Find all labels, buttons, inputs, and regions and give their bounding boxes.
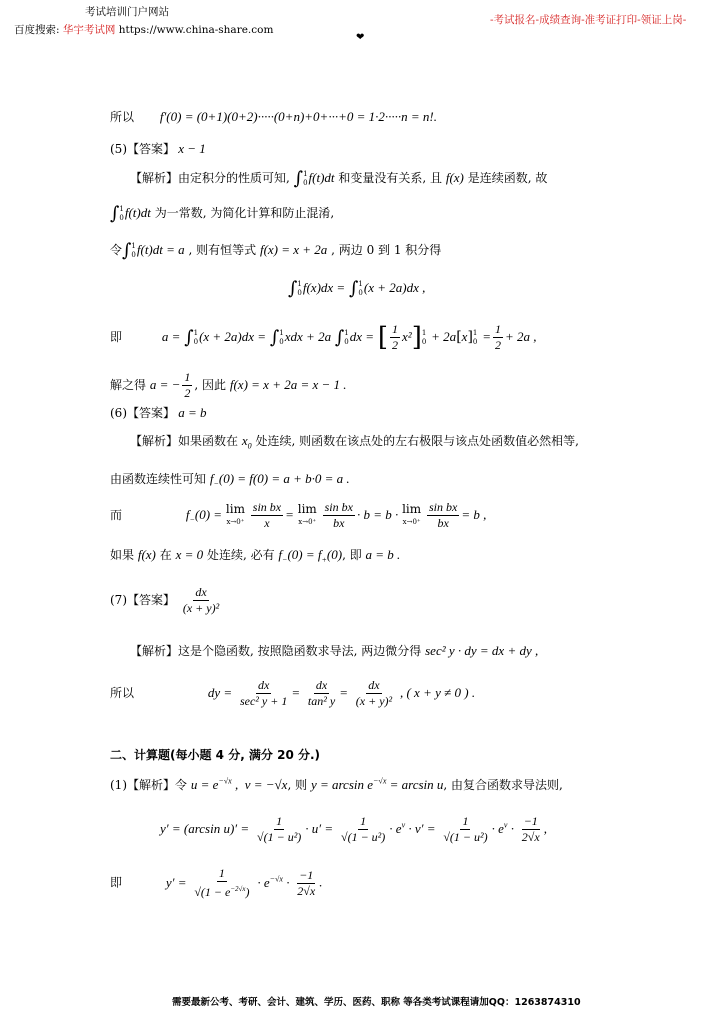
q5-analysis-2: ∫ 1 0 f(t)dt 为一常数, 为简化计算和防止混淆, bbox=[110, 203, 335, 224]
q6-analysis-2: 由函数连续性可知 $f_-(0) = f(0) = a + b\cdot 0 = a$ . bbox=[110, 471, 350, 489]
search-hint bbox=[14, 22, 273, 37]
q5-result: 解之得 a = − $\frac{1}{2}$ , 因此 f(x) = x + 2a = x − 1 . bbox=[110, 370, 347, 400]
q6-answer: (6)【答案】 a = b bbox=[110, 405, 207, 420]
c1-intro: (1)【解析】令 $u = e^{-√x}$ , v = −√x, 则 $y = \arcsin e^{-√x} = \arcsin u$, 由复合函数求导法则, bbox=[110, 776, 563, 792]
ling-label: 令 bbox=[110, 243, 123, 257]
q5-text-5: , 则有恒等式 bbox=[188, 243, 257, 257]
footer-text: 需要最新公考、考研、会计、建筑、学历、医药、职称 等各类考试课程请加QQ： bbox=[172, 997, 515, 1008]
site-title: 考试培训门户网站 bbox=[85, 6, 169, 18]
q6-text-7: , 即 bbox=[342, 548, 362, 562]
q5-integral-eq: ∫ 1 0 f(x)dx = ∫ 1 0 (x + 2a)dx , bbox=[288, 278, 426, 299]
q6-text-5: 在 bbox=[159, 548, 172, 562]
section-2-title: 二、计算题(每小题 4 分, 满分 20 分.) bbox=[110, 748, 321, 762]
site-url[interactable]: https://www.china-share.com bbox=[118, 24, 274, 36]
q5-text-2: 和变量没有关系, 且 bbox=[338, 171, 442, 185]
heart-icon: ❤ bbox=[356, 32, 365, 43]
footer-qq[interactable]: 1263874310 bbox=[514, 997, 581, 1008]
jiexi-label-6: 【解析】 bbox=[130, 434, 179, 448]
q6-limit: 而 $f_-(0)$ = lim x→0⁺ $\frac{\text{sin bx}}{x}$ = lim x→0⁺ $\frac{\text{sin bx}}{bx}$ · b = b · lim x→0⁺ $\frac{\text{sin bx}}{bx}$ = b , bbox=[110, 500, 487, 530]
q7-answer: (7)【答案】 $\frac{dx}{\text{(x + y)²}}$ bbox=[110, 585, 220, 615]
q5-analysis-3: 令∫ 1 0 f(t)dt = a , 则有恒等式 f(x) = x + 2a , 两边 0 到 1 积分得 bbox=[110, 240, 442, 261]
brand-link[interactable]: 华宇考试网 bbox=[62, 24, 116, 36]
label-jie: 解之得 bbox=[110, 378, 147, 392]
nav-cert[interactable]: -领证上岗- bbox=[637, 14, 687, 26]
q7-analysis: 【解析】这是个隐函数, 按照隐函数求导法, 两边微分得 sec² y · dy = dx + dy , bbox=[130, 643, 539, 658]
header-nav bbox=[490, 12, 686, 27]
q5-answer: (5)【答案】 x − 1 bbox=[110, 141, 206, 156]
q5-text-4: 为一常数, 为简化计算和防止混淆, bbox=[154, 206, 335, 220]
c1-text-2: , 则 bbox=[287, 778, 308, 792]
label-suoyi-2: 所以 bbox=[110, 686, 135, 700]
c1-label: (1)【解析】 bbox=[110, 778, 175, 792]
q6-label: (6)【答案】 bbox=[110, 406, 175, 420]
q5-analysis-1: 【解析】由定积分的性质可知, ∫ 1 0 f(t)dt 和变量没有关系, 且 f(x) 是连续函数, 故 bbox=[130, 168, 548, 189]
nav-links[interactable]: -考试报名-成绩查询- bbox=[490, 14, 585, 26]
label-suoyi: 所以 bbox=[110, 110, 135, 124]
nav-admission[interactable]: 准考证打印 bbox=[584, 14, 638, 26]
label-ji-2: 即 bbox=[110, 875, 123, 890]
q5-text-6: , 两边 0 到 1 积分得 bbox=[331, 243, 442, 257]
q5-text-1: 由定积分的性质可知, bbox=[178, 171, 290, 185]
q7-result: 所以 dy = dx sec² y + 1 = $\frac{dx}{\text{tan² y}}$ = $\frac{dx}{\text{(x + y)²}}$ , ( x + y ≠ 0 ) . bbox=[110, 678, 476, 708]
baidu-label: 百度搜索: bbox=[14, 24, 60, 36]
q5-text-3: 是连续函数, 故 bbox=[467, 171, 548, 185]
label-ji: 即 bbox=[110, 330, 123, 344]
q7-text-1: 这是个隐函数, 按照隐函数求导法, 两边微分得 bbox=[178, 644, 422, 658]
q7-label: (7)【答案】 bbox=[110, 593, 175, 607]
label-er: 而 bbox=[110, 508, 123, 522]
q6-text-4: 如果 bbox=[110, 548, 135, 562]
jiexi-label: 【解析】 bbox=[130, 171, 179, 185]
q6-text-6: 处连续, 必有 bbox=[206, 548, 275, 562]
q5-solve: 即 a = ∫ 1 0 (x + 2a)dx = ∫ 1 0 xdx + 2a ∫ 1 0 dx = [ $\frac{1}{2}$ x²] 1 0 + 2a[x] 1 0 = $\frac{1}{2}$ + 2a , bbox=[110, 322, 537, 353]
c1-text-3: , 由复合函数求导法则, bbox=[443, 778, 563, 792]
q6-text-3: 由函数连续性可知 bbox=[110, 472, 207, 486]
jiexi-label-7: 【解析】 bbox=[130, 644, 179, 658]
line-f-prime: 所以 f′(0) = (0+1)(0+2)·····(0+n)+0+···+0 = 1·2·····n = n!. bbox=[110, 109, 437, 124]
footer-notice bbox=[172, 994, 581, 1008]
q5-label: (5)【答案】 bbox=[110, 142, 175, 156]
c1-result: 即 y′ = $\frac{1}{√(1 - e^{-2√x})}$ · $e^{-√x}$ · $\frac{-1}{2√x}$ . bbox=[110, 866, 323, 899]
q6-text-1: 如果函数在 bbox=[178, 434, 239, 448]
q6-conclusion: 如果 f(x) 在 x = 0 处连续, 必有 $f_-(0) = f_+(0)$, 即 a = b . bbox=[110, 547, 401, 565]
q6-text-2: 处连续, 则函数在该点处的左右极限与该点处函数值必然相等, bbox=[255, 434, 579, 448]
c1-text-1: 令 bbox=[175, 778, 188, 792]
label-yinci: , 因此 bbox=[194, 378, 227, 392]
c1-derivative: y′ = (arcsin u)′ = $\frac{1}{\text{√(1 − u²)}}$ · u′ = $\frac{1}{\text{√(1 − u²)}}$ · $e^v \cdot v'$ = $\frac{1}{\text{√(1 − u²)}}$ · $e^v$ · $\frac{-1}{2√x}$ , bbox=[160, 814, 547, 844]
q6-analysis-1: 【解析】如果函数在 $x_0$ 处连续, 则函数在该点处的左右极限与该点处函数值必然相等, bbox=[130, 433, 579, 451]
